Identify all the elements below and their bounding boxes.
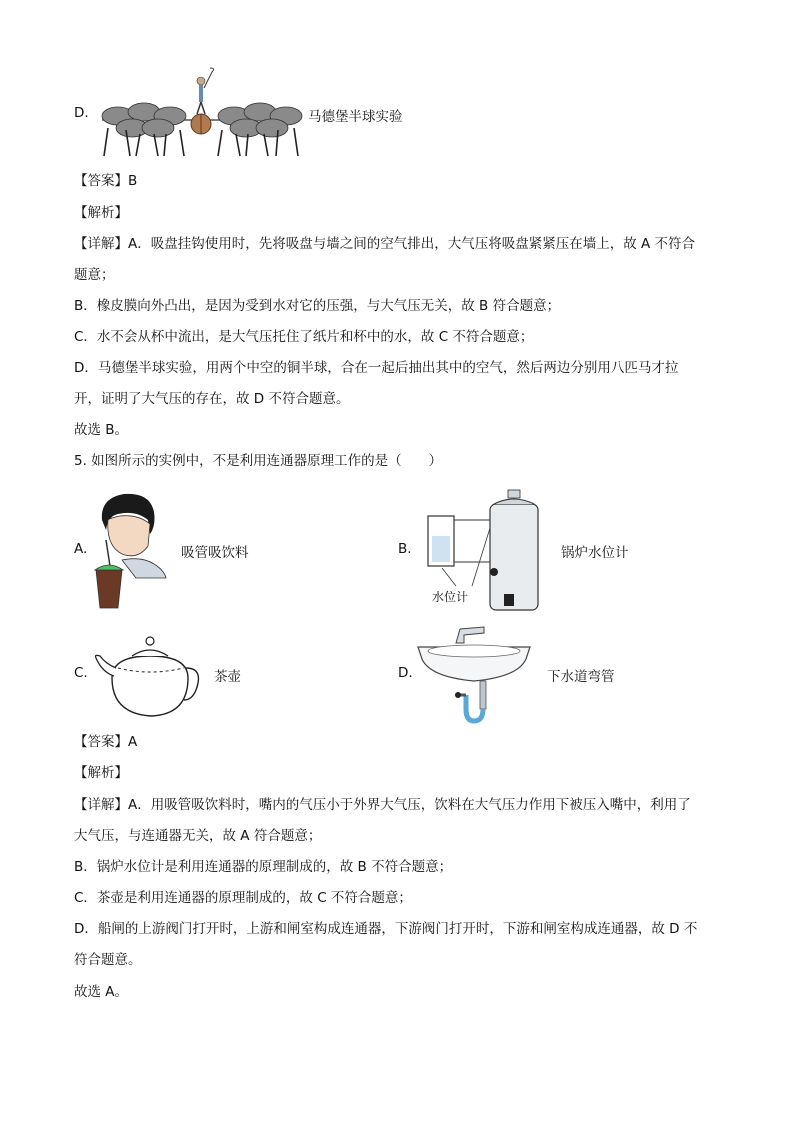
q4-explanation-line: D．马德堡半球实验，用两个中空的铜半球，合在一起后抽出其中的空气，然后两边分别用八匹马才拉 (74, 360, 679, 376)
q5-option-a-label: 吸管吸饮料 (181, 545, 249, 561)
q5-conclusion: 故选 A。 (74, 984, 129, 1000)
sink-drain-trap-illustration (414, 623, 534, 727)
q5-option-b-label: 锅炉水位计 (561, 545, 629, 561)
q4-explanation-line: B．橡皮膜向外凸出，是因为受到水对它的压强，与大气压无关，故 B 符合题意； (74, 298, 561, 314)
q4-explanation-line: 【详解】A．吸盘挂钩使用时，先将吸盘与墙之间的空气排出，大气压将吸盘紧紧压在墙上，故 A 不符合 (74, 236, 696, 252)
q4-explanation-line: 题意； (74, 267, 115, 283)
q5-answer: 【答案】A (74, 734, 138, 750)
q4-explanation-line: C．水不会从杯中流出，是大气压托住了纸片和杯中的水，故 C 不符合题意； (74, 329, 534, 345)
q5-option-a-letter: A. (74, 541, 88, 557)
q5-stem: 5. 如图所示的实例中，不是利用连通器原理工作的是（ ） (74, 453, 443, 469)
horse-team-illustration (96, 68, 306, 160)
q5-option-c-letter: C. (74, 665, 88, 681)
q5-option-b-caption: 水位计 (432, 590, 469, 604)
q5-explanation-line: C．茶壶是利用连通器的原理制成的，故 C 不符合题意； (74, 890, 412, 906)
q5-explanation-line: 大气压，与连通器无关，故 A 符合题意； (74, 828, 322, 844)
q5-explanation-line: 符合题意。 (74, 952, 142, 968)
q5-option-d-label: 下水道弯管 (547, 669, 615, 685)
q4-explanation-line: 开，证明了大气压的存在，故 D 不符合题意。 (74, 391, 350, 407)
q4-answer: 【答案】B (74, 173, 138, 189)
boy-drinking-straw-illustration (92, 490, 172, 610)
q5-explanation-line: B．锅炉水位计是利用连通器的原理制成的，故 B 不符合题意； (74, 859, 453, 875)
q4-option-d-label: 马德堡半球实验 (308, 109, 403, 125)
teapot-illustration (92, 628, 202, 720)
q5-explanation-line: D．船闸的上游阀门打开时，上游和闸室构成连通器，下游阀门打开时，下游和闸室构成连通器，故 D 不 (74, 921, 698, 937)
q5-analysis-title: 【解析】 (74, 765, 128, 781)
q4-analysis-title: 【解析】 (74, 205, 128, 221)
q5-explanation-line: 【详解】A．用吸管吸饮料时，嘴内的气压小于外界大气压，饮料在大气压力作用下被压入嘴中，利用了 (74, 797, 691, 813)
q5-option-d-letter: D. (398, 665, 413, 681)
q4-conclusion: 故选 B。 (74, 422, 129, 438)
q5-option-c-label: 茶壶 (214, 669, 241, 685)
q4-option-d-letter: D. (74, 105, 89, 121)
q5-option-b-letter: B. (398, 541, 412, 557)
